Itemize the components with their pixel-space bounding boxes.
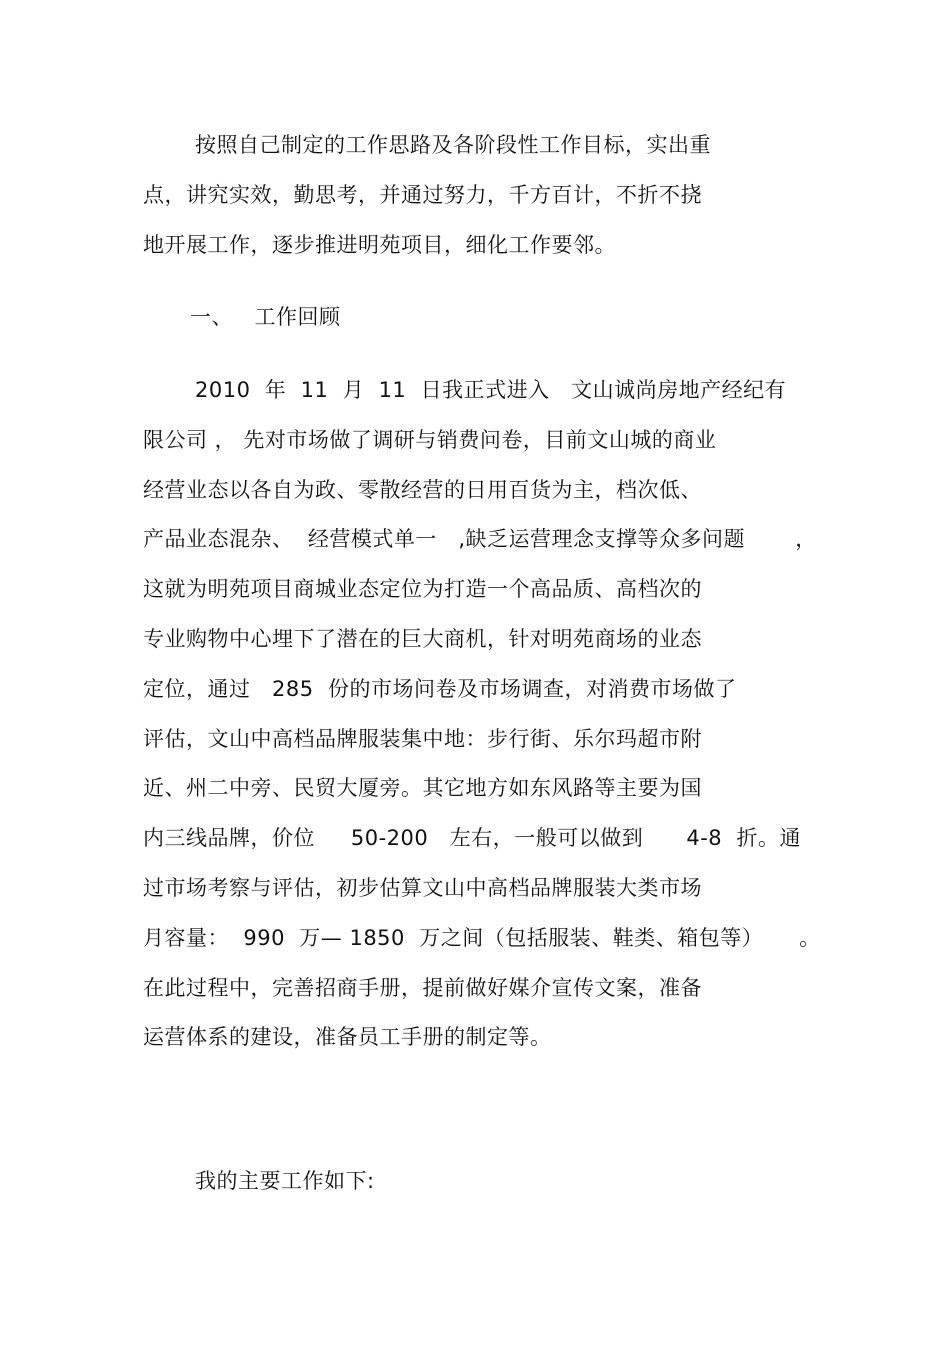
review-line-13: 在此过程中，完善招商手册，提前做好媒介宣传文案，准备 [143, 976, 702, 1000]
review-line-2: 限公司 ， 先对市场做了调研与销费问卷，目前文山城的商业 [143, 428, 717, 452]
review-line-5: 这就为明苑项目商城业态定位为打造一个高品质、高档次的 [143, 577, 702, 601]
review-line-4: 产品业态混杂、 经营模式单一 ,缺乏运营理念支撑等众多问题 ， [143, 527, 817, 551]
review-line-12: 月容量： 990 万— 1850 万之间（包括服装、鞋类、箱包等） 。 [143, 926, 821, 950]
review-line-10: 内三线品牌，价位 50-200 左右，一般可以做到 4-8 折。通 [143, 826, 801, 850]
review-line-7: 定位，通过 285 份的市场问卷及市场调查，对消费市场做了 [143, 677, 737, 701]
review-line-8: 评估，文山中高档品牌服装集中地：步行街、乐尔玛超市附 [143, 727, 702, 751]
main-work-heading: 我的主要工作如下: [195, 1169, 375, 1193]
intro-line-2: 点，讲究实效，勤思考，并通过努力，千方百计，不折不挠 [143, 183, 702, 207]
section-heading: 一、 工作回顾 [190, 305, 341, 329]
review-line-3: 经营业态以各自为政、零散经营的日用百货为主，档次低、 [143, 478, 702, 502]
intro-line-1: 按照自己制定的工作思路及各阶段性工作目标，实出重 [195, 133, 711, 157]
review-line-11: 过市场考察与评估，初步估算文山中高档品牌服装大类市场 [143, 876, 702, 900]
review-line-9: 近、州二中旁、民贸大厦旁。其它地方如东风路等主要为国 [143, 776, 702, 800]
intro-line-3: 地开展工作，逐步推进明苑项目，细化工作要邻。 [143, 233, 616, 257]
review-line-6: 专业购物中心埋下了潜在的巨大商机，针对明苑商场的业态 [143, 627, 702, 651]
review-line-14: 运营体系的建设，准备员工手册的制定等。 [143, 1025, 552, 1049]
review-line-1: 2010 年 11 月 11 日我正式进入 文山诚尚房地产经纪有 [195, 378, 787, 402]
